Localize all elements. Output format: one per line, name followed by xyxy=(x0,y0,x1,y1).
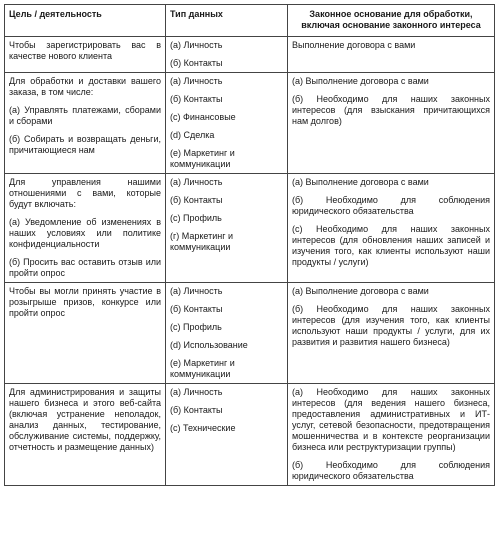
purpose-text: Чтобы вы могли принять участие в розыгрыше призов, конкурсе или пройти опрос xyxy=(9,286,161,318)
legal-basis-text: (а) Необходимо для наших законных интересов (для ведения нашего бизнеса, предоставления административных и ИТ-услуг, сетевой безопасности, предотвращения мошенничества и в контексте реорганизации бизнеса или реструктуризации группы) xyxy=(292,387,490,452)
data-type-text: (г) Маркетинг и коммуникации xyxy=(170,231,234,252)
purpose-text: (б) Просить вас оставить отзыв или пройти опрос xyxy=(9,257,161,278)
legal-basis-text: (с) Необходимо для наших законных интересов (для обновления наших записей и изучения того, как клиенты используют наши продукты / услуги) xyxy=(292,224,490,267)
purpose-text: (б) Собирать и возвращать деньги, причитающиеся нам xyxy=(9,134,161,155)
legal-basis-text: (а) Выполнение договора с вами xyxy=(292,177,429,187)
table-row xyxy=(5,73,495,174)
header-purpose: Цель / деятельность xyxy=(5,5,166,37)
data-type-text: (б) Контакты xyxy=(170,94,223,104)
header-data-type: Тип данных xyxy=(166,5,288,37)
data-type-text: (а) Личность xyxy=(170,76,223,86)
data-type-text: (а) Личность xyxy=(170,286,223,296)
table-header-row xyxy=(5,5,495,37)
purpose-text: Чтобы зарегистрировать вас в качестве нового клиента xyxy=(9,40,161,61)
lawful-basis-table xyxy=(4,4,495,486)
data-type-text: (б) Контакты xyxy=(170,195,223,205)
legal-basis-text: (б) Необходимо для соблюдения юридического обязательства xyxy=(292,195,490,216)
data-type-cell xyxy=(166,73,288,174)
purpose-cell xyxy=(5,174,166,283)
data-type-cell xyxy=(166,283,288,384)
legal-basis-text: Выполнение договора с вами xyxy=(292,40,416,50)
data-type-text: (е) Маркетинг и коммуникации xyxy=(170,358,235,379)
data-type-text: (с) Профиль xyxy=(170,213,222,223)
purpose-cell xyxy=(5,384,166,486)
purpose-text: Для администрирования и защиты нашего бизнеса и этого веб-сайта (включая устранение неполадок, анализ данных, тестирование, обслуживание системы, поддержку, отчетность и размещение данных) xyxy=(9,387,161,452)
purpose-cell xyxy=(5,37,166,73)
data-type-text: (d) Сделка xyxy=(170,130,215,140)
legal-basis-text: (б) Необходимо для наших законных интересов (для взыскания причитающихся нам долгов) xyxy=(292,94,490,126)
legal-basis-cell xyxy=(288,73,495,174)
table-body xyxy=(5,37,495,486)
table-row xyxy=(5,384,495,486)
data-type-text: (е) Маркетинг и коммуникации xyxy=(170,148,235,169)
purpose-text: (а) Управлять платежами, сборами и сборами xyxy=(9,105,161,126)
table-row xyxy=(5,37,495,73)
data-type-text: (б) Контакты xyxy=(170,58,223,68)
table-row xyxy=(5,283,495,384)
data-type-text: (б) Контакты xyxy=(170,405,223,415)
purpose-cell xyxy=(5,283,166,384)
data-type-text: (б) Контакты xyxy=(170,304,223,314)
legal-basis-text: (а) Выполнение договора с вами xyxy=(292,76,429,86)
legal-basis-cell xyxy=(288,384,495,486)
purpose-text: (а) Уведомление об изменениях в наших условиях или политике конфиденциальности xyxy=(9,217,161,249)
purpose-cell xyxy=(5,73,166,174)
data-type-cell xyxy=(166,174,288,283)
data-type-text: (а) Личность xyxy=(170,40,223,50)
table-row xyxy=(5,174,495,283)
data-type-cell xyxy=(166,384,288,486)
data-type-text: (с) Технические xyxy=(170,423,236,433)
legal-basis-cell xyxy=(288,283,495,384)
header-legal-basis: Законное основание для обработки, включая основание законного интереса xyxy=(288,5,495,37)
data-type-text: (с) Профиль xyxy=(170,322,222,332)
data-type-text: (а) Личность xyxy=(170,387,223,397)
legal-basis-text: (а) Выполнение договора с вами xyxy=(292,286,429,296)
legal-basis-text: (б) Необходимо для наших законных интересов (для изучения того, как клиенты используют наши продукты / услуги, для их развития и развития нашего бизнеса) xyxy=(292,304,490,347)
legal-basis-text: (б) Необходимо для соблюдения юридического обязательства xyxy=(292,460,490,481)
purpose-text: Для управления нашими отношениями с вами, которые будут включать: xyxy=(9,177,161,209)
data-type-text: (с) Финансовые xyxy=(170,112,236,122)
data-type-text: (а) Личность xyxy=(170,177,223,187)
purpose-text: Для обработки и доставки вашего заказа, в том числе: xyxy=(9,76,161,97)
legal-basis-cell xyxy=(288,174,495,283)
data-type-cell xyxy=(166,37,288,73)
legal-basis-cell xyxy=(288,37,495,73)
data-type-text: (d) Использование xyxy=(170,340,248,350)
